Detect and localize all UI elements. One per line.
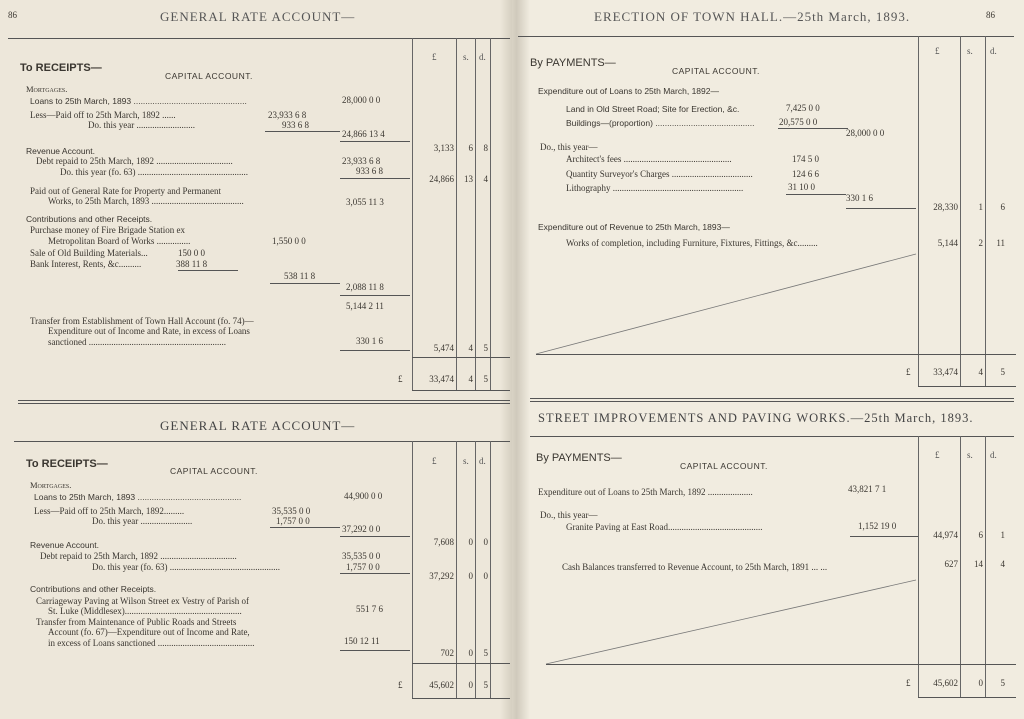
rule [8,38,510,39]
col-d-header: d. [479,456,486,466]
b-granite-line: Granite Paving at East Road.......................................... [566,522,763,532]
debt-repaid-amount: 23,933 6 8 [342,156,381,166]
b-expenditure-line: Expenditure out of Loans to 25th March, 1892 .................... [538,487,753,497]
b-grand-pence: 5 [1000,678,1005,688]
col-total-pounds: 3,133 [433,143,454,153]
paid-out-line-1: Paid out of General Rate for Property and Permanent [30,186,221,196]
rule [340,141,410,142]
col-d-header: d. [990,46,997,56]
debt-total-pounds-2: 37,292 [429,571,454,581]
transfer-line-1-2: Transfer from Maintenance of Public Roads and Streets [36,617,237,627]
debt-repaid-line: Debt repaid to 25th March, 1892 .................................. [36,156,233,166]
sub-pounds-2: 702 [440,648,454,658]
b-grand-shillings: 0 [978,678,983,688]
column-rule [985,36,986,386]
final-sub-pence: 5 [483,343,488,353]
capital-account-heading-2: CAPITAL ACCOUNT. [170,466,258,476]
less-amount-2: 35,535 0 0 [272,506,311,516]
grand-total-mark: £ [398,374,403,384]
rule [412,357,510,358]
debt-total-pence-2: 0 [483,571,488,581]
column-rule [960,36,961,386]
rule [786,194,846,195]
do-year-line: Do. this year .......................... [88,120,195,130]
contributions-heading-2: Contributions and other Receipts. [30,584,157,594]
col-pound-header: £ [935,450,940,460]
debt-do-line: Do. this year (fo. 63) ................................................. [60,167,248,177]
buildings-line: Buildings—(proportion) .......................................... [566,118,755,128]
payments-label-text: By PAYMENTS— [530,57,616,69]
running-title-right-2: STREET IMPROVEMENTS AND PAVING WORKS.—25th March, 1893. [538,411,974,425]
do-line-2: Do. this year ....................... [92,516,193,526]
rule [340,573,410,574]
col-total-pounds-2: 7,608 [433,537,454,547]
rule [546,664,1016,665]
less-paid-line: Less—Paid off to 25th March, 1892 ...... [30,110,176,120]
b-do-line: Do., this year— [540,510,598,520]
transfer-line-2: Expenditure out of Income and Rate, in excess of Loans [48,326,250,336]
purchase-line-1: Purchase money of Fire Brigade Station ex [30,225,185,235]
rule [340,650,410,651]
col-s-header: s. [463,52,469,62]
debt-amount-2: 35,535 0 0 [342,551,381,561]
less-total: 24,866 13 4 [342,129,385,139]
purchase-amount: 1,550 0 0 [272,236,306,246]
col-pound-header: £ [935,46,940,56]
b-col-pounds: 44,974 [933,530,958,540]
rule [778,128,848,129]
b-cash-pounds: 627 [944,559,958,569]
col-total-pence-r: 6 [1000,202,1005,212]
column-rule [412,441,413,699]
transfer-amount-2: 150 12 11 [344,636,380,646]
running-title-left: GENERAL RATE ACCOUNT— [160,9,356,24]
running-title-right: ERECTION OF TOWN HALL.—25th March, 1893. [594,9,911,24]
mortgages-heading: Mortgages. [26,84,68,94]
col-total-shillings-2: 0 [468,537,473,547]
b-expenditure-amount: 43,821 7 1 [848,484,887,494]
exp-revenue-heading: Expenditure out of Revenue to 25th March, 1893— [538,222,730,232]
section-divider [18,400,510,404]
litho-amount: 31 10 0 [788,182,815,192]
buildings-amount: 20,575 0 0 [779,117,818,127]
contrib-total: 2,088 11 8 [346,282,384,292]
column-rule [960,436,961,698]
col-pound-header: £ [432,52,437,62]
grand-total-pounds-r: 33,474 [933,367,958,377]
rule [850,536,918,537]
works-pence: 11 [996,238,1005,248]
less-total-2: 37,292 0 0 [342,524,381,534]
receipts-label: To RECEIPTS— [20,62,102,74]
do-year-amount: 933 6 8 [282,120,309,130]
column-rule [490,38,491,390]
debt-total-shillings: 13 [464,174,473,184]
col-total-shillings-r: 1 [978,202,983,212]
payments-label [530,57,616,69]
do-amount-2: 1,757 0 0 [276,516,310,526]
litho-line: Lithography .......................................................... [566,183,744,193]
page-number-left: 86 [8,10,17,20]
works-pounds: 5,144 [937,238,958,248]
architect-line: Architect's fees ................................................ [566,154,732,164]
column-rule [475,441,476,699]
debt-do-amount-2: 1,757 0 0 [346,562,380,572]
rule [412,663,510,664]
grand-total-shillings: 4 [468,374,473,384]
grand-total-mark-r: £ [906,367,911,377]
rule [518,36,1014,37]
b-col-shillings: 6 [978,530,983,540]
bank-amount: 388 11 8 [176,259,208,269]
debt-total-pence: 4 [483,174,488,184]
b-col-pence: 1 [1000,530,1005,540]
rule [412,698,510,699]
grand-total-pence: 5 [483,374,488,384]
do-this-year: Do., this year— [540,142,598,152]
loans-line-2: Loans to 25th March, 1893 ............................................ [34,492,242,502]
col-total-pounds-r: 28,330 [933,202,958,212]
debt-do-amount: 933 6 8 [356,166,383,176]
rule [340,536,410,537]
rule [846,208,916,209]
sum-total: 5,144 2 11 [346,301,384,311]
grand-total-pence-r: 5 [1000,367,1005,377]
page-number-right: 86 [986,10,995,20]
land-amount: 7,425 0 0 [786,103,820,113]
paid-out-line-2: Works, to 25th March, 1893 ......................................... [48,196,244,206]
rule [340,350,410,351]
b-granite-amount: 1,152 19 0 [858,521,897,531]
less-line-2: Less—Paid off to 25th March, 1892......... [34,506,185,516]
rule [918,697,1016,698]
col-s-header: s. [463,456,469,466]
col-pound-header: £ [432,456,437,466]
surveyor-amount: 124 6 6 [792,169,819,179]
b-cash-line: Cash Balances transferred to Revenue Account, to 25th March, 1891 ... ... [562,562,828,572]
grand-total-shillings-r: 4 [978,367,983,377]
sale-line: Sale of Old Building Materials... [30,248,148,258]
loans-amount-2: 44,900 0 0 [344,491,383,501]
surveyor-line: Quantity Surveyor's Charges .................................... [566,169,753,179]
sale-amount: 150 0 0 [178,248,205,258]
column-rule [985,436,986,698]
debt-do-line-2: Do. this year (fo. 63) ................................................. [92,562,280,572]
debt-line-2: Debt repaid to 25th March, 1892 .................................. [40,551,237,561]
column-rule [475,38,476,390]
transfer-line-3: sanctioned ............................................................. [48,337,226,347]
rule [270,527,340,528]
buildings-total: 28,000 0 0 [846,128,885,138]
paid-out-amount: 3,055 11 3 [346,197,384,207]
works-line: Works of completion, including Furniture, Fixtures, Fittings, &c......... [566,238,818,248]
book-gutter [500,0,530,719]
column-rule [456,38,457,390]
col-d-header: d. [990,450,997,460]
col-total-pence-2: 0 [483,537,488,547]
transfer-amount: 330 1 6 [356,336,383,346]
column-rule [412,38,413,390]
contributions-heading: Contributions and other Receipts. [26,214,153,224]
blank-space-diagonal-2 [540,576,920,668]
grand-total-shillings-2: 0 [468,680,473,690]
rule [536,354,1016,355]
col-s-header: s. [967,46,973,56]
debt-total-pounds: 24,866 [429,174,454,184]
purchase-line-2: Metropolitan Board of Works ............... [48,236,191,246]
receipts-label-2: To RECEIPTS— [26,458,108,470]
carriage-line-2: St. Luke (Middlesex).................................................... [48,606,242,616]
carriage-line-1: Carriageway Paving at Wilson Street ex Vestry of Parish of [36,596,250,606]
architect-amount: 174 5 0 [792,154,819,164]
bank-line: Bank Interest, Rents, &c.......... [30,259,142,269]
b-cash-shillings: 14 [974,559,983,569]
sub-pence-2: 5 [483,648,488,658]
contrib-subtotal: 538 11 8 [284,271,316,281]
col-total-pence: 8 [483,143,488,153]
payments-label-2: By PAYMENTS— [536,452,622,464]
rule [270,283,340,284]
column-rule [456,441,457,699]
loans-line: Loans to 25th March, 1893 ................................................ [30,96,247,106]
col-s-header: s. [967,450,973,460]
column-rule [490,441,491,699]
works-shillings: 2 [978,238,983,248]
section-divider [530,398,1014,402]
rule [340,295,410,296]
final-sub-shillings: 4 [468,343,473,353]
b-grand-pounds: 45,602 [933,678,958,688]
rule [918,386,1016,387]
b-grand-mark: £ [906,678,911,688]
rule [412,390,510,391]
sub-shillings-2: 0 [468,648,473,658]
capital-account-heading: CAPITAL ACCOUNT. [165,71,253,81]
transfer-line-1: Transfer from Establishment of Town Hall Account (fo. 74)— [30,316,254,326]
litho-total: 330 1 6 [846,193,873,203]
b-cash-pence: 4 [1000,559,1005,569]
revenue-account-heading-2: Revenue Account. [30,540,99,550]
capital-account-heading-r2: CAPITAL ACCOUNT. [680,461,768,471]
transfer-line-3-2: in excess of Loans sanctioned ........................................... [48,638,255,648]
capital-account-heading-r: CAPITAL ACCOUNT. [672,66,760,76]
col-total-shillings: 6 [468,143,473,153]
land-line: Land in Old Street Road; Site for Erection, &c. [566,104,740,114]
loans-amount: 28,000 0 0 [342,95,381,105]
running-title-left-2: GENERAL RATE ACCOUNT— [160,418,356,433]
grand-total-pence-2: 5 [483,680,488,690]
grand-total-mark-2: £ [398,680,403,690]
expenditure-heading: Expenditure out of Loans to 25th March, 1892— [538,86,719,96]
rule [530,436,1014,437]
carriage-amount: 551 7 6 [356,604,383,614]
final-sub-pounds: 5,474 [433,343,454,353]
rule [265,131,340,132]
blank-space-diagonal [530,250,920,360]
rule [340,178,410,179]
transfer-line-2-2: Account (fo. 67)—Expenditure out of Income and Rate, [48,627,250,637]
grand-total-pounds-2: 45,602 [429,680,454,690]
grand-total-pounds: 33,474 [429,374,454,384]
debt-total-shillings-2: 0 [468,571,473,581]
rule [14,441,510,442]
rule [178,270,238,271]
col-d-header: d. [479,52,486,62]
less-paid-amount: 23,933 6 8 [268,110,307,120]
revenue-account-heading: Revenue Account. [26,146,95,156]
mortgages-heading-2: Mortgages. [30,480,72,490]
